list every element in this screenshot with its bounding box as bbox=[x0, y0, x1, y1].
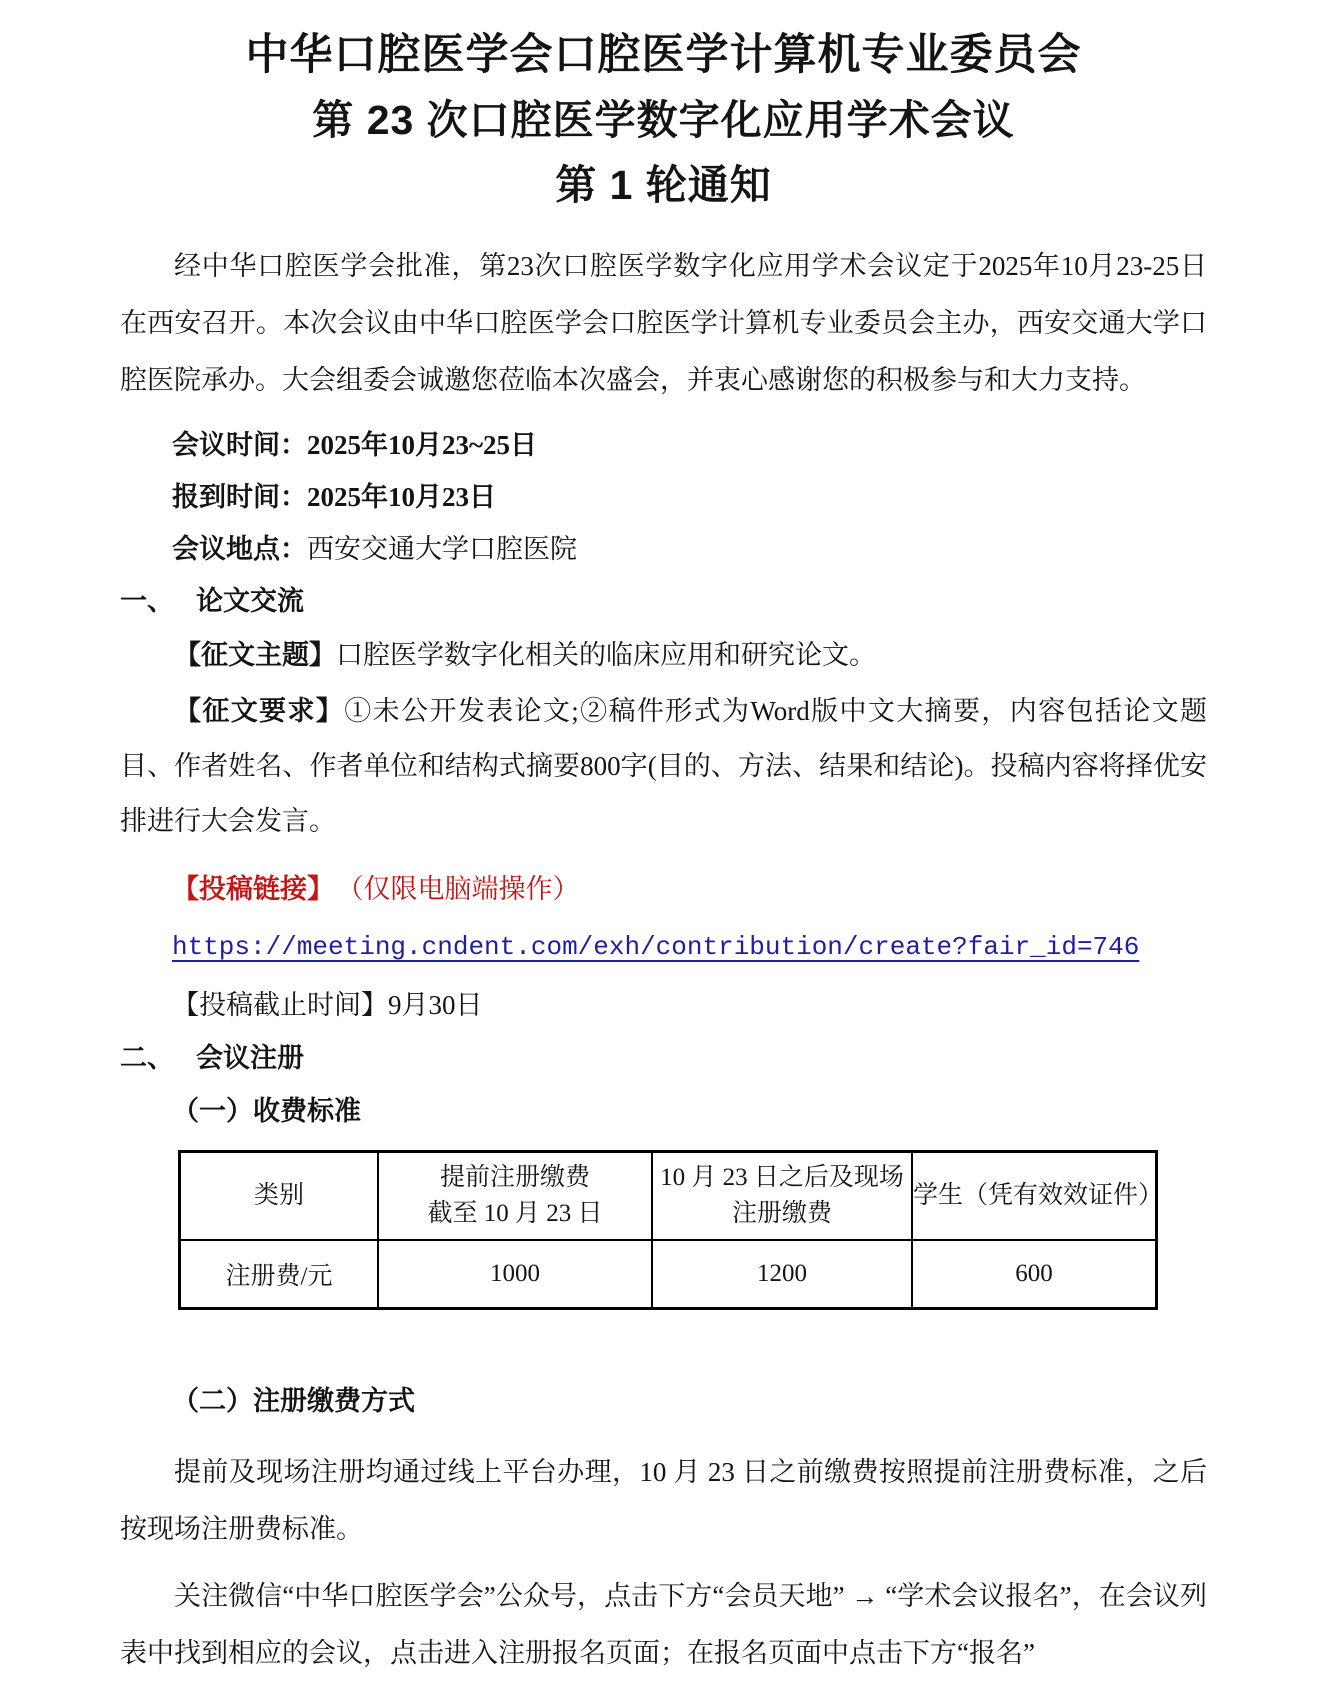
header-late-line1: 10 月 23 日之后及现场 bbox=[660, 1164, 904, 1191]
section2-number: 二、 bbox=[120, 1043, 174, 1073]
section2-title: 会议注册 bbox=[196, 1043, 304, 1073]
header-early-line1: 提前注册缴费 bbox=[439, 1164, 590, 1191]
submission-url-line bbox=[120, 915, 1207, 978]
payment-paragraph-1: 提前及现场注册均通过线上平台办理，10 月 23 日之前缴费按照提前注册费标准，之后按现场注册费标准。 bbox=[120, 1457, 1207, 1544]
cell-fee-student: 600 bbox=[912, 1240, 1157, 1309]
fee-table-data-row bbox=[180, 1240, 1157, 1309]
header-early-line2: 截至 10 月 23 日 bbox=[427, 1200, 603, 1227]
cfp-requirements-paragraph bbox=[120, 684, 1207, 849]
cfp-topic-line bbox=[120, 627, 1207, 684]
fee-table-container bbox=[178, 1150, 1207, 1310]
checkin-time-value: 2025年10月23日 bbox=[307, 482, 496, 512]
meeting-details bbox=[120, 419, 1207, 575]
cfp-topic-text: 口腔医学数字化相关的临床应用和研究论文。 bbox=[336, 640, 876, 670]
cell-fee-late: 1200 bbox=[652, 1240, 912, 1309]
section1-title: 论文交流 bbox=[196, 586, 304, 616]
submission-deadline-line bbox=[120, 978, 1207, 1032]
meeting-place-line bbox=[120, 523, 1207, 575]
meeting-time-line bbox=[120, 419, 1207, 471]
section2-heading bbox=[120, 1032, 1207, 1084]
cell-row-label: 注册费/元 bbox=[180, 1240, 379, 1309]
submission-deadline-label: 【投稿截止时间】 bbox=[172, 990, 388, 1020]
submission-link-label: 【投稿链接】 bbox=[172, 874, 334, 904]
cfp-requirements-label: 【征文要求】 bbox=[174, 696, 345, 726]
submission-link-line bbox=[120, 863, 1207, 915]
fee-table bbox=[178, 1150, 1164, 1310]
submission-link-note: （仅限电脑端操作） bbox=[350, 874, 580, 904]
payment-paragraph-2: 关注微信“中华口腔医学会”公众号，点击下方“会员天地” → “学术会议报名”，在会议列表中找到相应的会议，点击进入注册报名页面；在报名页面中点击下方“报名” bbox=[120, 1581, 1207, 1668]
fee-table-header-row bbox=[180, 1152, 1157, 1241]
header-category: 类别 bbox=[180, 1152, 379, 1241]
header-early-registration bbox=[378, 1152, 652, 1241]
section1-heading bbox=[120, 575, 1207, 627]
title-notice-round: 第 1 轮通知 bbox=[555, 162, 772, 208]
document-title-block bbox=[120, 22, 1207, 218]
cell-fee-early: 1000 bbox=[378, 1240, 652, 1309]
submission-deadline-value: 9月30日 bbox=[388, 990, 483, 1020]
payment-method-subheading: （二）注册缴费方式 bbox=[172, 1386, 415, 1416]
cfp-topic-label: 【征文主题】 bbox=[174, 640, 336, 670]
meeting-time-value: 2025年10月23~25日 bbox=[307, 430, 538, 460]
header-student: 学生（凭有效效证件） bbox=[912, 1152, 1157, 1241]
title-organization: 中华口腔医学会口腔医学计算机专业委员会 bbox=[245, 31, 1082, 79]
cfp-requirements-text: ①未公开发表论文;②稿件形式为Word版中文大摘要，内容包括论文题目、作者姓名、作者单位和结构式摘要800字(目的、方法、结果和结论)。投稿内容将择优安排进行大会发言。 bbox=[120, 696, 1207, 836]
checkin-time-label: 报到时间： bbox=[172, 482, 307, 512]
header-late-line2: 注册缴费 bbox=[731, 1200, 832, 1227]
checkin-time-line bbox=[120, 471, 1207, 523]
meeting-place-value: 西安交通大学口腔医院 bbox=[307, 534, 577, 564]
title-conference: 第 23 次口腔医学数字化应用学术会议 bbox=[312, 97, 1015, 143]
fee-standard-subheading: （一）收费标准 bbox=[172, 1096, 361, 1126]
submission-url-link[interactable]: https://meeting.cndent.com/exh/contribution/create?fair_id=746 bbox=[172, 932, 1140, 962]
meeting-place-label: 会议地点： bbox=[172, 534, 307, 564]
section1-number: 一、 bbox=[120, 586, 174, 616]
header-late-registration bbox=[652, 1152, 912, 1241]
intro-paragraph: 经中华口腔医学会批准，第23次口腔医学数字化应用学术会议定于2025年10月23-25日在西安召开。本次会议由中华口腔医学会口腔医学计算机专业委员会主办，西安交通大学口腔医院承办。大会组委会诚邀您莅临本次盛会，并衷心感谢您的积极参与和大力支持。 bbox=[120, 251, 1207, 395]
meeting-time-label: 会议时间： bbox=[172, 430, 307, 460]
